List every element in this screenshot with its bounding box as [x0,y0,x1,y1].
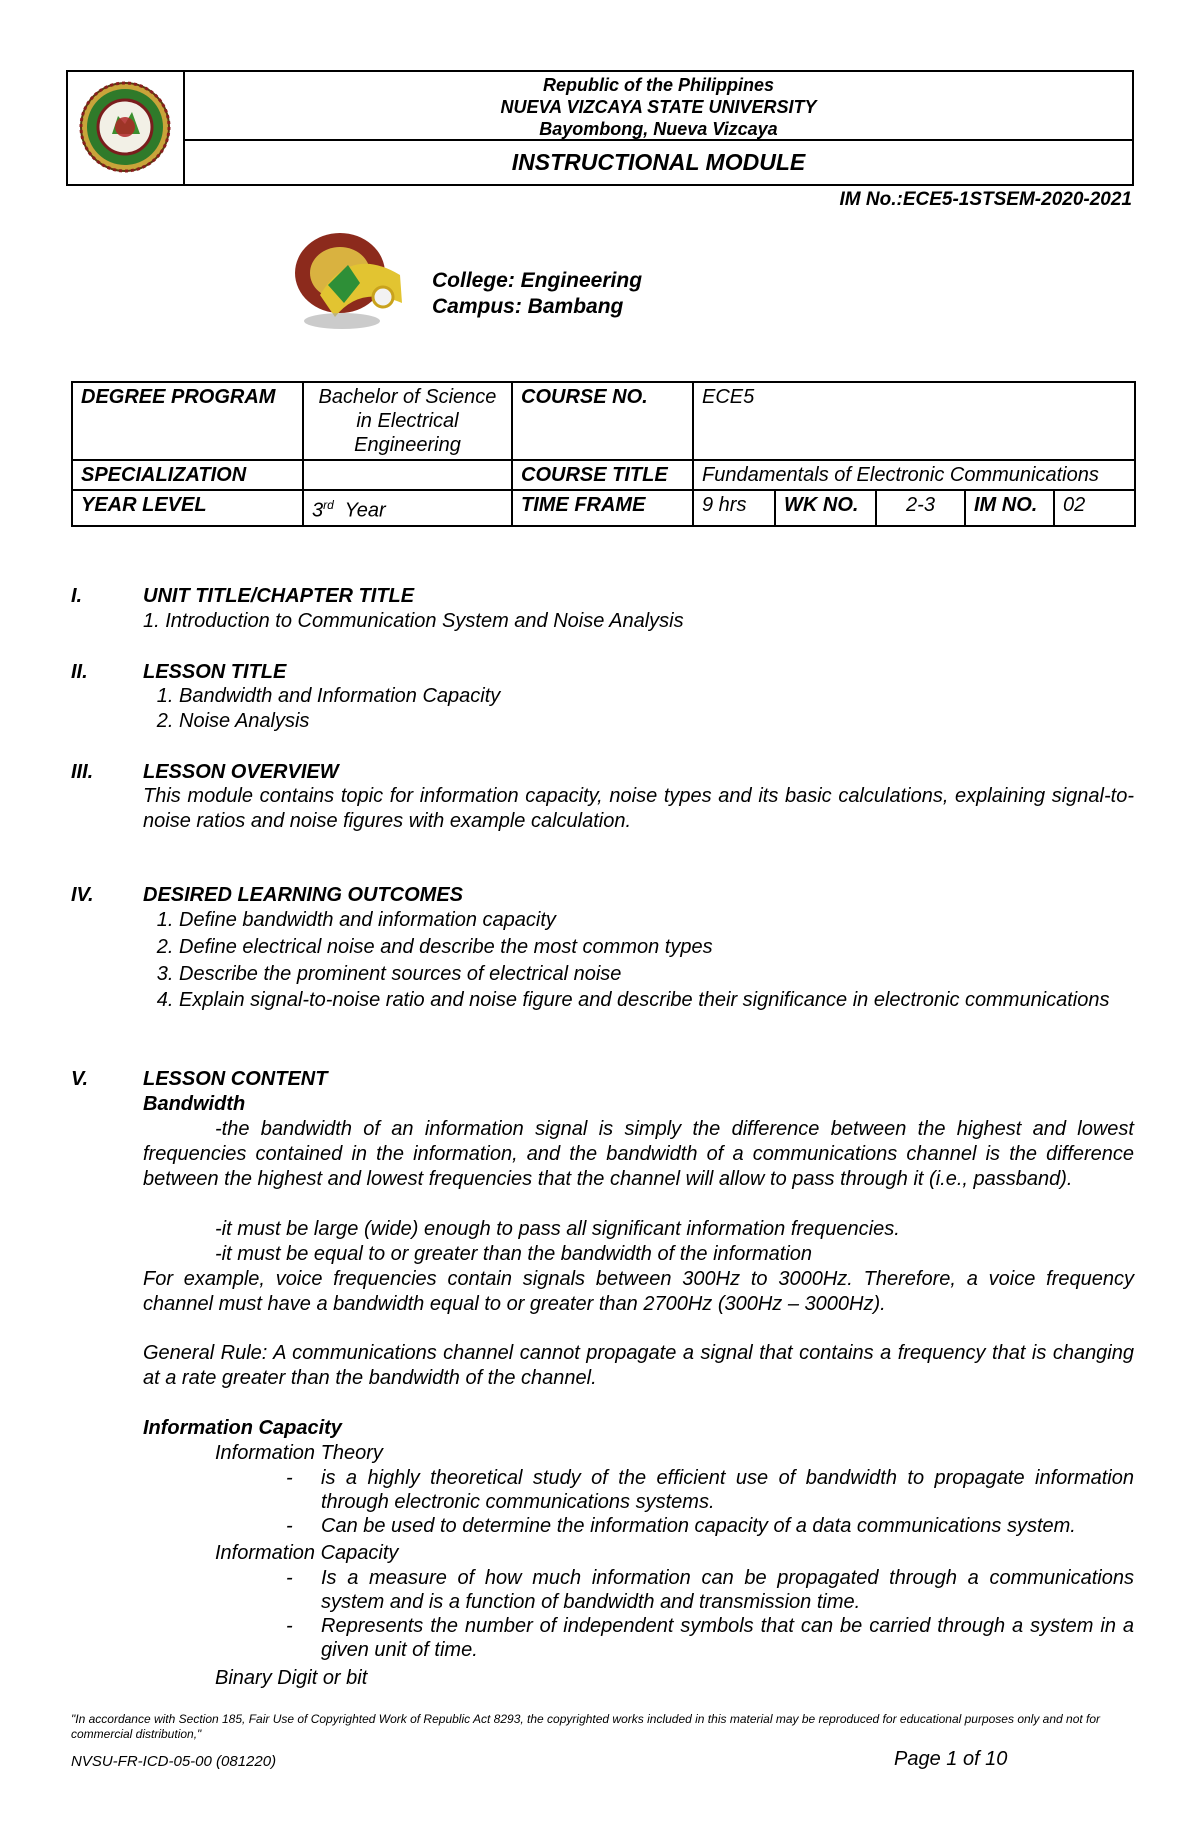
year-level-num: 3 [312,499,324,522]
degree-program-label: DEGREE PROGRAM [72,382,303,460]
republic-line: Republic of the Philippines [542,75,774,95]
college-logo-icon [280,225,420,335]
course-no-label: COURSE NO. [512,382,693,460]
header-institution [185,72,1132,141]
course-title-value: Fundamentals of Electronic Communications [693,460,1135,490]
bandwidth-paragraph-2: -it must be large (wide) enough to pass all significant information frequencies. [215,1218,900,1240]
section-4-number: IV. [71,884,94,906]
list-item: 1. Define bandwidth and information capacity [179,907,1170,934]
section-3-title: LESSON OVERVIEW [143,761,339,783]
bandwidth-heading: Bandwidth [143,1093,246,1115]
section-2-title: LESSON TITLE [143,661,287,683]
university-seal-cell [68,72,185,184]
list-item: 3. Describe the prominent sources of electrical noise [179,961,1170,988]
specialization-label: SPECIALIZATION [72,460,303,490]
section-2-number: II. [71,661,88,683]
im-no-label: IM NO. [965,490,1054,526]
bandwidth-paragraph-3: -it must be equal to or greater than the bandwidth of the information [215,1243,813,1265]
information-theory-list [286,1466,1134,1538]
list-item: 2. Define electrical noise and describe the most common types [179,934,1170,961]
section-1-title: UNIT TITLE/CHAPTER TITLE [143,585,415,607]
time-frame-label: TIME FRAME [512,490,693,526]
campus-line: Campus: Bambang [432,295,624,318]
list-item: - Is a measure of how much information can be propagated through a communications system and is a function of bandwidth and transmission time. [286,1567,1134,1613]
list-item: - Represents the number of independent symbols that can be carried through a system in a given unit of time. [286,1615,1134,1661]
year-level-word: Year [344,499,386,522]
section-4-title: DESIRED LEARNING OUTCOMES [143,884,464,906]
specialization-value [303,460,512,490]
wk-no-value: 2-3 [876,490,965,526]
university-location: Bayombong, Nueva Vizcaya [539,119,778,139]
university-name: NUEVA VIZCAYA STATE UNIVERSITY [500,97,817,117]
im-number: IM No.:ECE5-1STSEM-2020-2021 [839,189,1132,210]
lesson-overview-text: This module contains topic for information capacity, noise types and its basic calculations, explaining signal-to-noise ratios and noise figures with example calculation. [143,785,1134,832]
list-item: 1. Bandwidth and Information Capacity [179,684,1170,709]
course-info-table [71,381,1136,527]
module-title: INSTRUCTIONAL MODULE [511,149,806,175]
year-level-sup: rd [323,498,334,512]
university-seal-icon [68,72,183,184]
general-rule: General Rule: A communications channel cannot propagate a signal that contains a frequency that is changing at a rate greater than the bandwidth of the channel. [143,1342,1134,1389]
lesson-title-list [143,684,1170,734]
year-level-value [303,490,512,526]
im-no-value: 02 [1054,490,1135,526]
course-no-value: ECE5 [693,382,1135,460]
information-capacity-label: Information Capacity [215,1542,399,1564]
list-item: - is a highly theoretical study of the efficient use of bandwidth to propagate information through electronic communications systems. [286,1467,1134,1513]
bandwidth-example: For example, voice frequencies contain signals between 300Hz to 3000Hz. Therefore, a voice frequency channel must have a bandwidth equal to or greater than 2700Hz (300Hz – 3000Hz). [143,1268,1134,1315]
information-theory-label: Information Theory [215,1442,383,1464]
time-frame-value: 9 hrs [693,490,775,526]
section-1-text: 1. Introduction to Communication System and Noise Analysis [143,610,684,632]
bandwidth-paragraph-1: -the bandwidth of an information signal is simply the difference between the highest and lowest frequencies contained in the information, and the bandwidth of a communications channel is the difference between the highest and lowest frequencies that the channel will allow to pass through it (i.e., passband). [143,1118,1134,1190]
binary-digit-label: Binary Digit or bit [215,1667,368,1689]
page-number: Page 1 of 10 [894,1748,1008,1770]
wk-no-label: WK NO. [775,490,876,526]
list-item: 4. Explain signal-to-noise ratio and noise figure and describe their significance in electronic communications [179,988,1170,1013]
section-5-number: V. [71,1068,89,1090]
form-code: NVSU-FR-ICD-05-00 (081220) [71,1753,277,1770]
course-title-label: COURSE TITLE [512,460,693,490]
information-capacity-list [286,1566,1134,1662]
learning-outcomes-list [143,907,1170,1013]
degree-program-value: Bachelor of Science in Electrical Engineering [303,382,512,460]
section-1-number: I. [71,585,83,607]
section-3-number: III. [71,761,94,783]
list-item: 2. Noise Analysis [179,709,1170,734]
table-row [72,490,1135,526]
information-capacity-heading: Information Capacity [143,1417,342,1439]
college-info [432,268,642,320]
section-5-title: LESSON CONTENT [143,1068,328,1090]
college-line: College: Engineering [432,269,643,292]
year-level-label: YEAR LEVEL [72,490,303,526]
header-box [66,70,1134,186]
copyright-footnote: "In accordance with Section 185, Fair Use of Copyrighted Work of Republic Act 8293, the copyrighted works included in this material may be reproduced for educational purposes only and not for commercial distribution," [71,1712,1101,1741]
table-row [72,460,1135,490]
list-item: - Can be used to determine the information capacity of a data communications system. [286,1515,1076,1537]
table-row [72,382,1135,460]
